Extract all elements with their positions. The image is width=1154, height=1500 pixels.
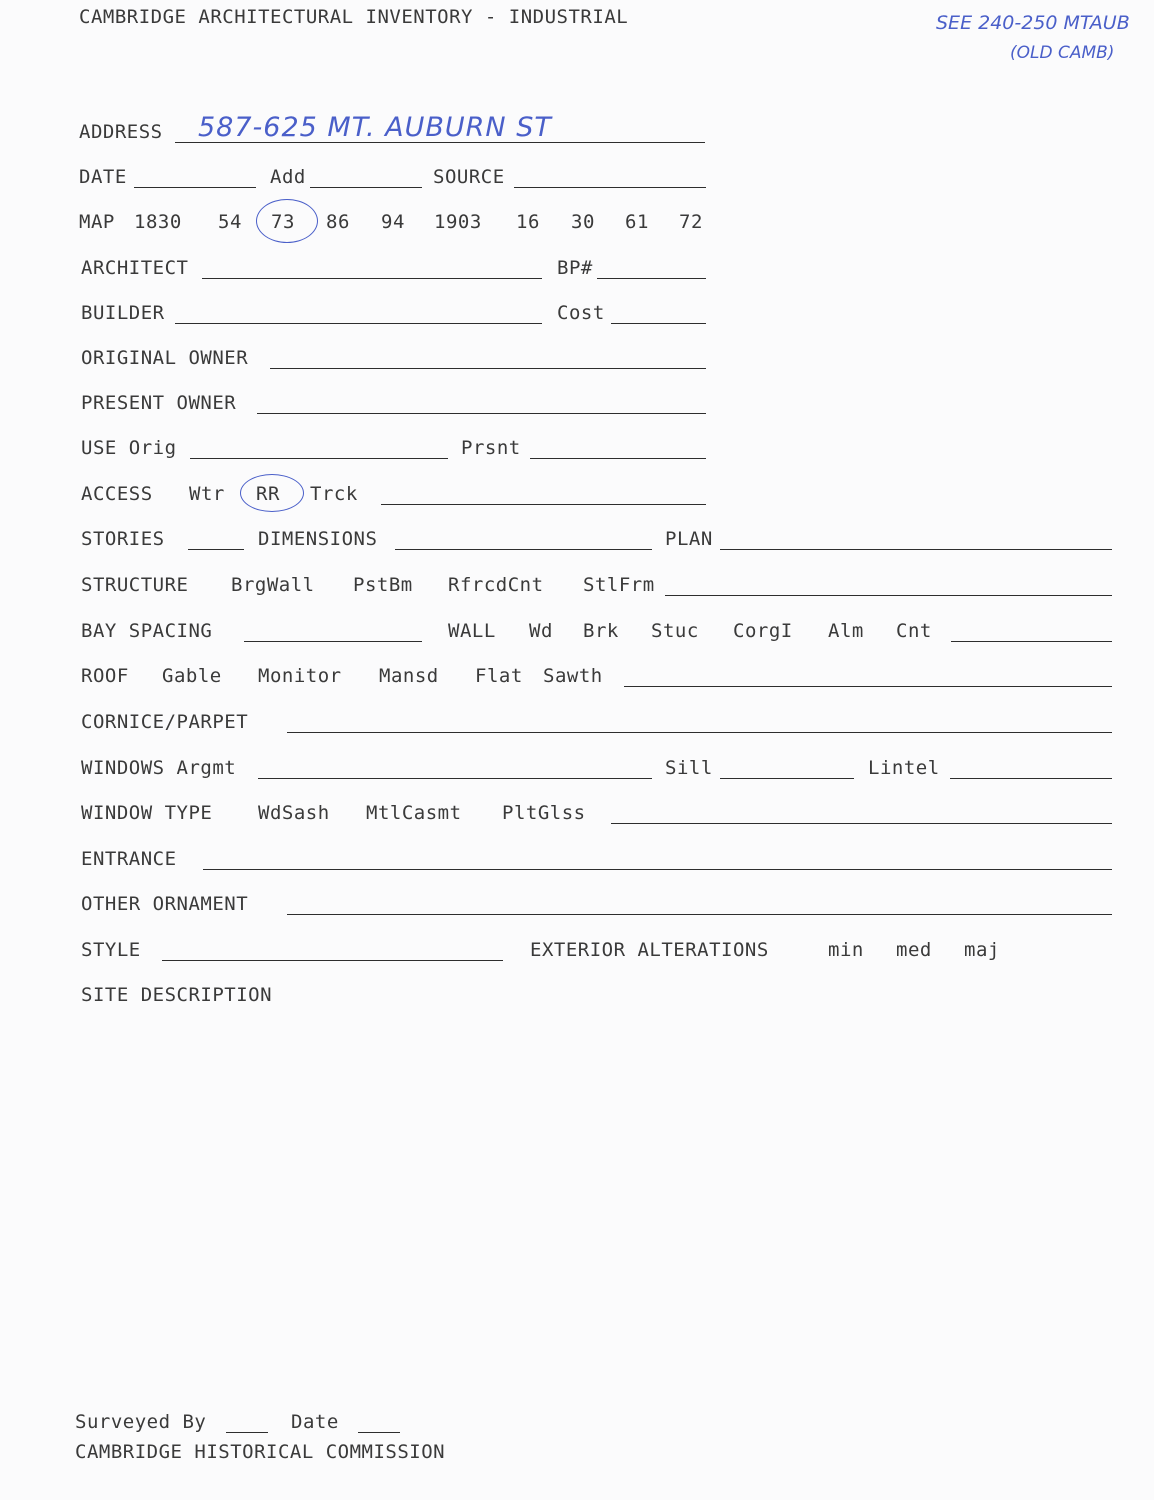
original-owner-label: ORIGINAL OWNER: [81, 347, 249, 369]
other-ornament-line[interactable]: [287, 914, 1112, 915]
wall-option-alm: Alm: [828, 620, 864, 642]
other-ornament-label: OTHER ORNAMENT: [81, 893, 249, 915]
windows-argmt-line[interactable]: [258, 778, 652, 779]
footer-date-line[interactable]: [358, 1432, 400, 1433]
access-option-wtr: Wtr: [189, 483, 225, 505]
surveyed-by-line[interactable]: [226, 1432, 268, 1433]
commission-name: CAMBRIDGE HISTORICAL COMMISSION: [75, 1441, 446, 1463]
wall-line[interactable]: [951, 641, 1112, 642]
original-owner-line[interactable]: [270, 368, 706, 369]
map-year-61: 61: [625, 211, 649, 233]
map-year-30: 30: [571, 211, 595, 233]
form-title: CAMBRIDGE ARCHITECTURAL INVENTORY - INDUSTRIAL: [79, 6, 629, 28]
plan-line[interactable]: [720, 549, 1112, 550]
entrance-label: ENTRANCE: [81, 848, 177, 870]
cornice-line[interactable]: [287, 732, 1112, 733]
roof-line[interactable]: [624, 686, 1112, 687]
present-owner-label: PRESENT OWNER: [81, 392, 237, 414]
structure-option-rfrcdcnt: RfrcdCnt: [448, 574, 544, 596]
structure-option-brgwall: BrgWall: [231, 574, 315, 596]
exterior-alterations-label: EXTERIOR ALTERATIONS: [530, 939, 769, 961]
window-type-label: WINDOW TYPE: [81, 802, 213, 824]
source-line[interactable]: [514, 187, 706, 188]
access-option-trck: Trck: [310, 483, 358, 505]
use-prsnt-line[interactable]: [530, 458, 706, 459]
map-year-1903: 1903: [434, 211, 482, 233]
map-year-16: 16: [516, 211, 540, 233]
window-type-option-mtlcasmt: MtlCasmt: [366, 802, 462, 824]
roof-option-monitor: Monitor: [258, 665, 342, 687]
map-year-73: 73: [271, 211, 295, 233]
address-label: ADDRESS: [79, 121, 163, 143]
dimensions-line[interactable]: [395, 549, 652, 550]
surveyed-by-label: Surveyed By: [75, 1411, 207, 1433]
ext-alt-option-min: min: [828, 939, 864, 961]
roof-option-mansd: Mansd: [379, 665, 439, 687]
add-line[interactable]: [310, 187, 422, 188]
handwritten-note-line2: (OLD CAMB): [1010, 43, 1115, 63]
structure-option-pstbm: PstBm: [353, 574, 413, 596]
style-label: STYLE: [81, 939, 141, 961]
wall-option-corgi: CorgI: [733, 620, 793, 642]
wall-option-brk: Brk: [583, 620, 619, 642]
wall-label: WALL: [448, 620, 496, 642]
rr-circle-mark: [240, 474, 304, 512]
roof-option-sawth: Sawth: [543, 665, 603, 687]
map-year-72: 72: [679, 211, 703, 233]
window-type-line[interactable]: [611, 823, 1112, 824]
access-line[interactable]: [381, 504, 706, 505]
access-option-rr: RR: [256, 483, 280, 505]
lintel-label: Lintel: [868, 757, 940, 779]
structure-label: STRUCTURE: [81, 574, 189, 596]
architect-line[interactable]: [202, 278, 542, 279]
wall-option-cnt: Cnt: [896, 620, 932, 642]
ext-alt-option-maj: maj: [964, 939, 1000, 961]
source-label: SOURCE: [433, 166, 505, 188]
stories-label: STORIES: [81, 528, 165, 550]
add-label: Add: [270, 166, 306, 188]
wall-option-stuc: Stuc: [651, 620, 699, 642]
bp-label: BP#: [557, 257, 593, 279]
wall-option-wd: Wd: [529, 620, 553, 642]
cornice-label: CORNICE/PARPET: [81, 711, 249, 733]
lintel-line[interactable]: [950, 778, 1112, 779]
map-year-94: 94: [381, 211, 405, 233]
stories-line[interactable]: [188, 549, 244, 550]
cost-label: Cost: [557, 302, 605, 324]
address-value: 587-625 MT. AUBURN ST: [198, 112, 552, 143]
roof-option-flat: Flat: [475, 665, 523, 687]
roof-label: ROOF: [81, 665, 129, 687]
prsnt-label: Prsnt: [461, 437, 521, 459]
builder-label: BUILDER: [81, 302, 165, 324]
bp-line[interactable]: [597, 278, 706, 279]
site-description-label: SITE DESCRIPTION: [81, 984, 273, 1006]
sill-line[interactable]: [720, 778, 854, 779]
map-year-1830: 1830: [134, 211, 182, 233]
map-year-86: 86: [326, 211, 350, 233]
access-label: ACCESS: [81, 483, 153, 505]
date-label: DATE: [79, 166, 127, 188]
use-orig-line[interactable]: [190, 458, 448, 459]
style-line[interactable]: [162, 960, 503, 961]
cost-line[interactable]: [611, 323, 706, 324]
structure-line[interactable]: [665, 595, 1112, 596]
map-year-54: 54: [218, 211, 242, 233]
window-type-option-pltglss: PltGlss: [502, 802, 586, 824]
window-type-option-wdsash: WdSash: [258, 802, 330, 824]
dimensions-label: DIMENSIONS: [258, 528, 378, 550]
structure-option-stlfrm: StlFrm: [583, 574, 655, 596]
present-owner-line[interactable]: [257, 413, 706, 414]
handwritten-note-line1: SEE 240-250 MTAUB: [936, 12, 1130, 34]
bay-spacing-label: BAY SPACING: [81, 620, 213, 642]
footer-date-label: Date: [291, 1411, 339, 1433]
date-line[interactable]: [134, 187, 256, 188]
builder-line[interactable]: [175, 323, 542, 324]
map-label: MAP: [79, 211, 115, 233]
map-73-circle-mark: [256, 199, 318, 243]
use-label: USE Orig: [81, 437, 177, 459]
roof-option-gable: Gable: [162, 665, 222, 687]
entrance-line[interactable]: [203, 869, 1112, 870]
ext-alt-option-med: med: [896, 939, 932, 961]
architect-label: ARCHITECT: [81, 257, 189, 279]
windows-label: WINDOWS Argmt: [81, 757, 237, 779]
bay-spacing-line[interactable]: [244, 641, 422, 642]
plan-label: PLAN: [665, 528, 713, 550]
sill-label: Sill: [665, 757, 713, 779]
